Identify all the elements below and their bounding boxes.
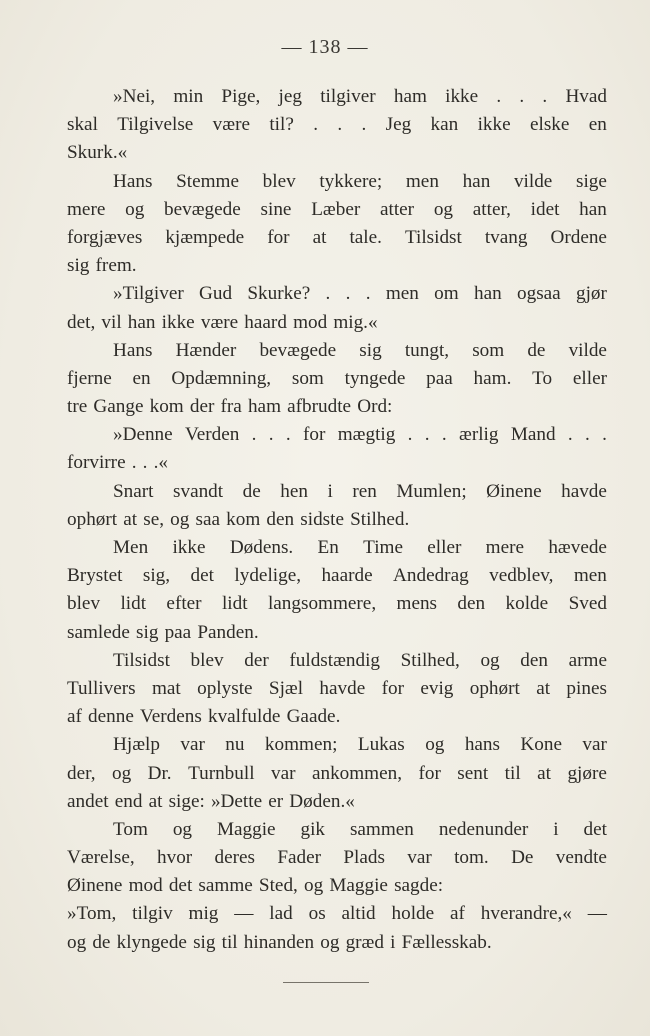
text-line: Snart svandt de hen i ren Mumlen; Øinene havde	[113, 480, 607, 502]
text-line: Hans Hænder bevægede sig tungt, som de vilde	[113, 339, 607, 361]
page-number: — 138 —	[281, 36, 369, 58]
text-line: »Denne Verden . . . for mægtig . . . ærlig Mand . . .	[113, 424, 607, 446]
text-line: det, vil han ikke være haard mod mig.«	[67, 311, 378, 333]
text-line: forgjæves kjæmpede for at tale. Tilsidst tvang Ordene	[67, 226, 607, 248]
paragraph	[67, 280, 607, 336]
end-rule-divider	[283, 982, 369, 983]
text-line: Men ikke Dødens. En Time eller mere hævede	[113, 537, 607, 558]
paragraph	[67, 647, 607, 732]
text-line: Skurk.«	[67, 142, 128, 164]
text-line: andet end at sige: »Dette er Døden.«	[67, 790, 355, 812]
text-line: blev lidt efter lidt langsommere, mens den kolde Sved	[67, 593, 607, 615]
text-line: »Nei, min Pige, jeg tilgiver ham ikke . . . Hvad	[113, 86, 607, 107]
paragraph	[67, 534, 607, 647]
paragraph	[67, 168, 607, 281]
paragraph	[67, 900, 607, 956]
paragraph	[67, 337, 607, 422]
text-line: skal Tilgivelse være til? . . . Jeg kan ikke elske en	[67, 114, 607, 136]
paragraph	[67, 816, 607, 901]
paragraph	[67, 421, 607, 477]
text-line: forvirre . . .«	[67, 452, 168, 474]
paragraph	[67, 731, 607, 816]
text-line: »Tom, tilgiv mig — lad os altid holde af hverandre,« —	[67, 903, 607, 925]
text-line: mere og bevægede sine Læber atter og atter, idet han	[67, 198, 607, 220]
text-line: Tom og Maggie gik sammen nedenunder i det	[113, 818, 607, 840]
text-line: ophørt at se, og saa kom den sidste Stilhed.	[67, 508, 410, 530]
text-line: Øinene mod det samme Sted, og Maggie sagde:	[67, 875, 444, 897]
text-line: »Tilgiver Gud Skurke? . . . men om han ogsaa gjør	[113, 283, 607, 305]
body-text	[67, 83, 607, 957]
text-line: Værelse, hvor deres Fader Plads var tom. De vendte	[67, 847, 607, 869]
text-line: og de klyngede sig til hinanden og græd i Fællesskab.	[67, 931, 492, 953]
text-line: der, og Dr. Turnbull var ankommen, for sent til at gjøre	[67, 762, 607, 784]
text-line: Hans Stemme blev tykkere; men han vilde sige	[113, 170, 607, 192]
text-line: Tilsidst blev der fuldstændig Stilhed, og den arme	[113, 649, 607, 671]
text-line: af denne Verdens kvalfulde Gaade.	[67, 706, 341, 728]
text-line: fjerne en Opdæmning, som tyngede paa ham. To eller	[67, 367, 607, 389]
text-line: sig frem.	[67, 255, 137, 277]
text-line: Hjælp var nu kommen; Lukas og hans Kone var	[113, 734, 607, 756]
paragraph	[67, 478, 607, 534]
text-line: Tullivers mat oplyste Sjæl havde for evig ophørt at pines	[67, 677, 607, 699]
text-line: Brystet sig, det lydelige, haarde Andedrag vedblev, men	[67, 565, 607, 587]
text-line: samlede sig paa Panden.	[67, 621, 259, 643]
text-line: tre Gange kom der fra ham afbrudte Ord:	[67, 396, 393, 418]
paragraph	[67, 83, 607, 168]
